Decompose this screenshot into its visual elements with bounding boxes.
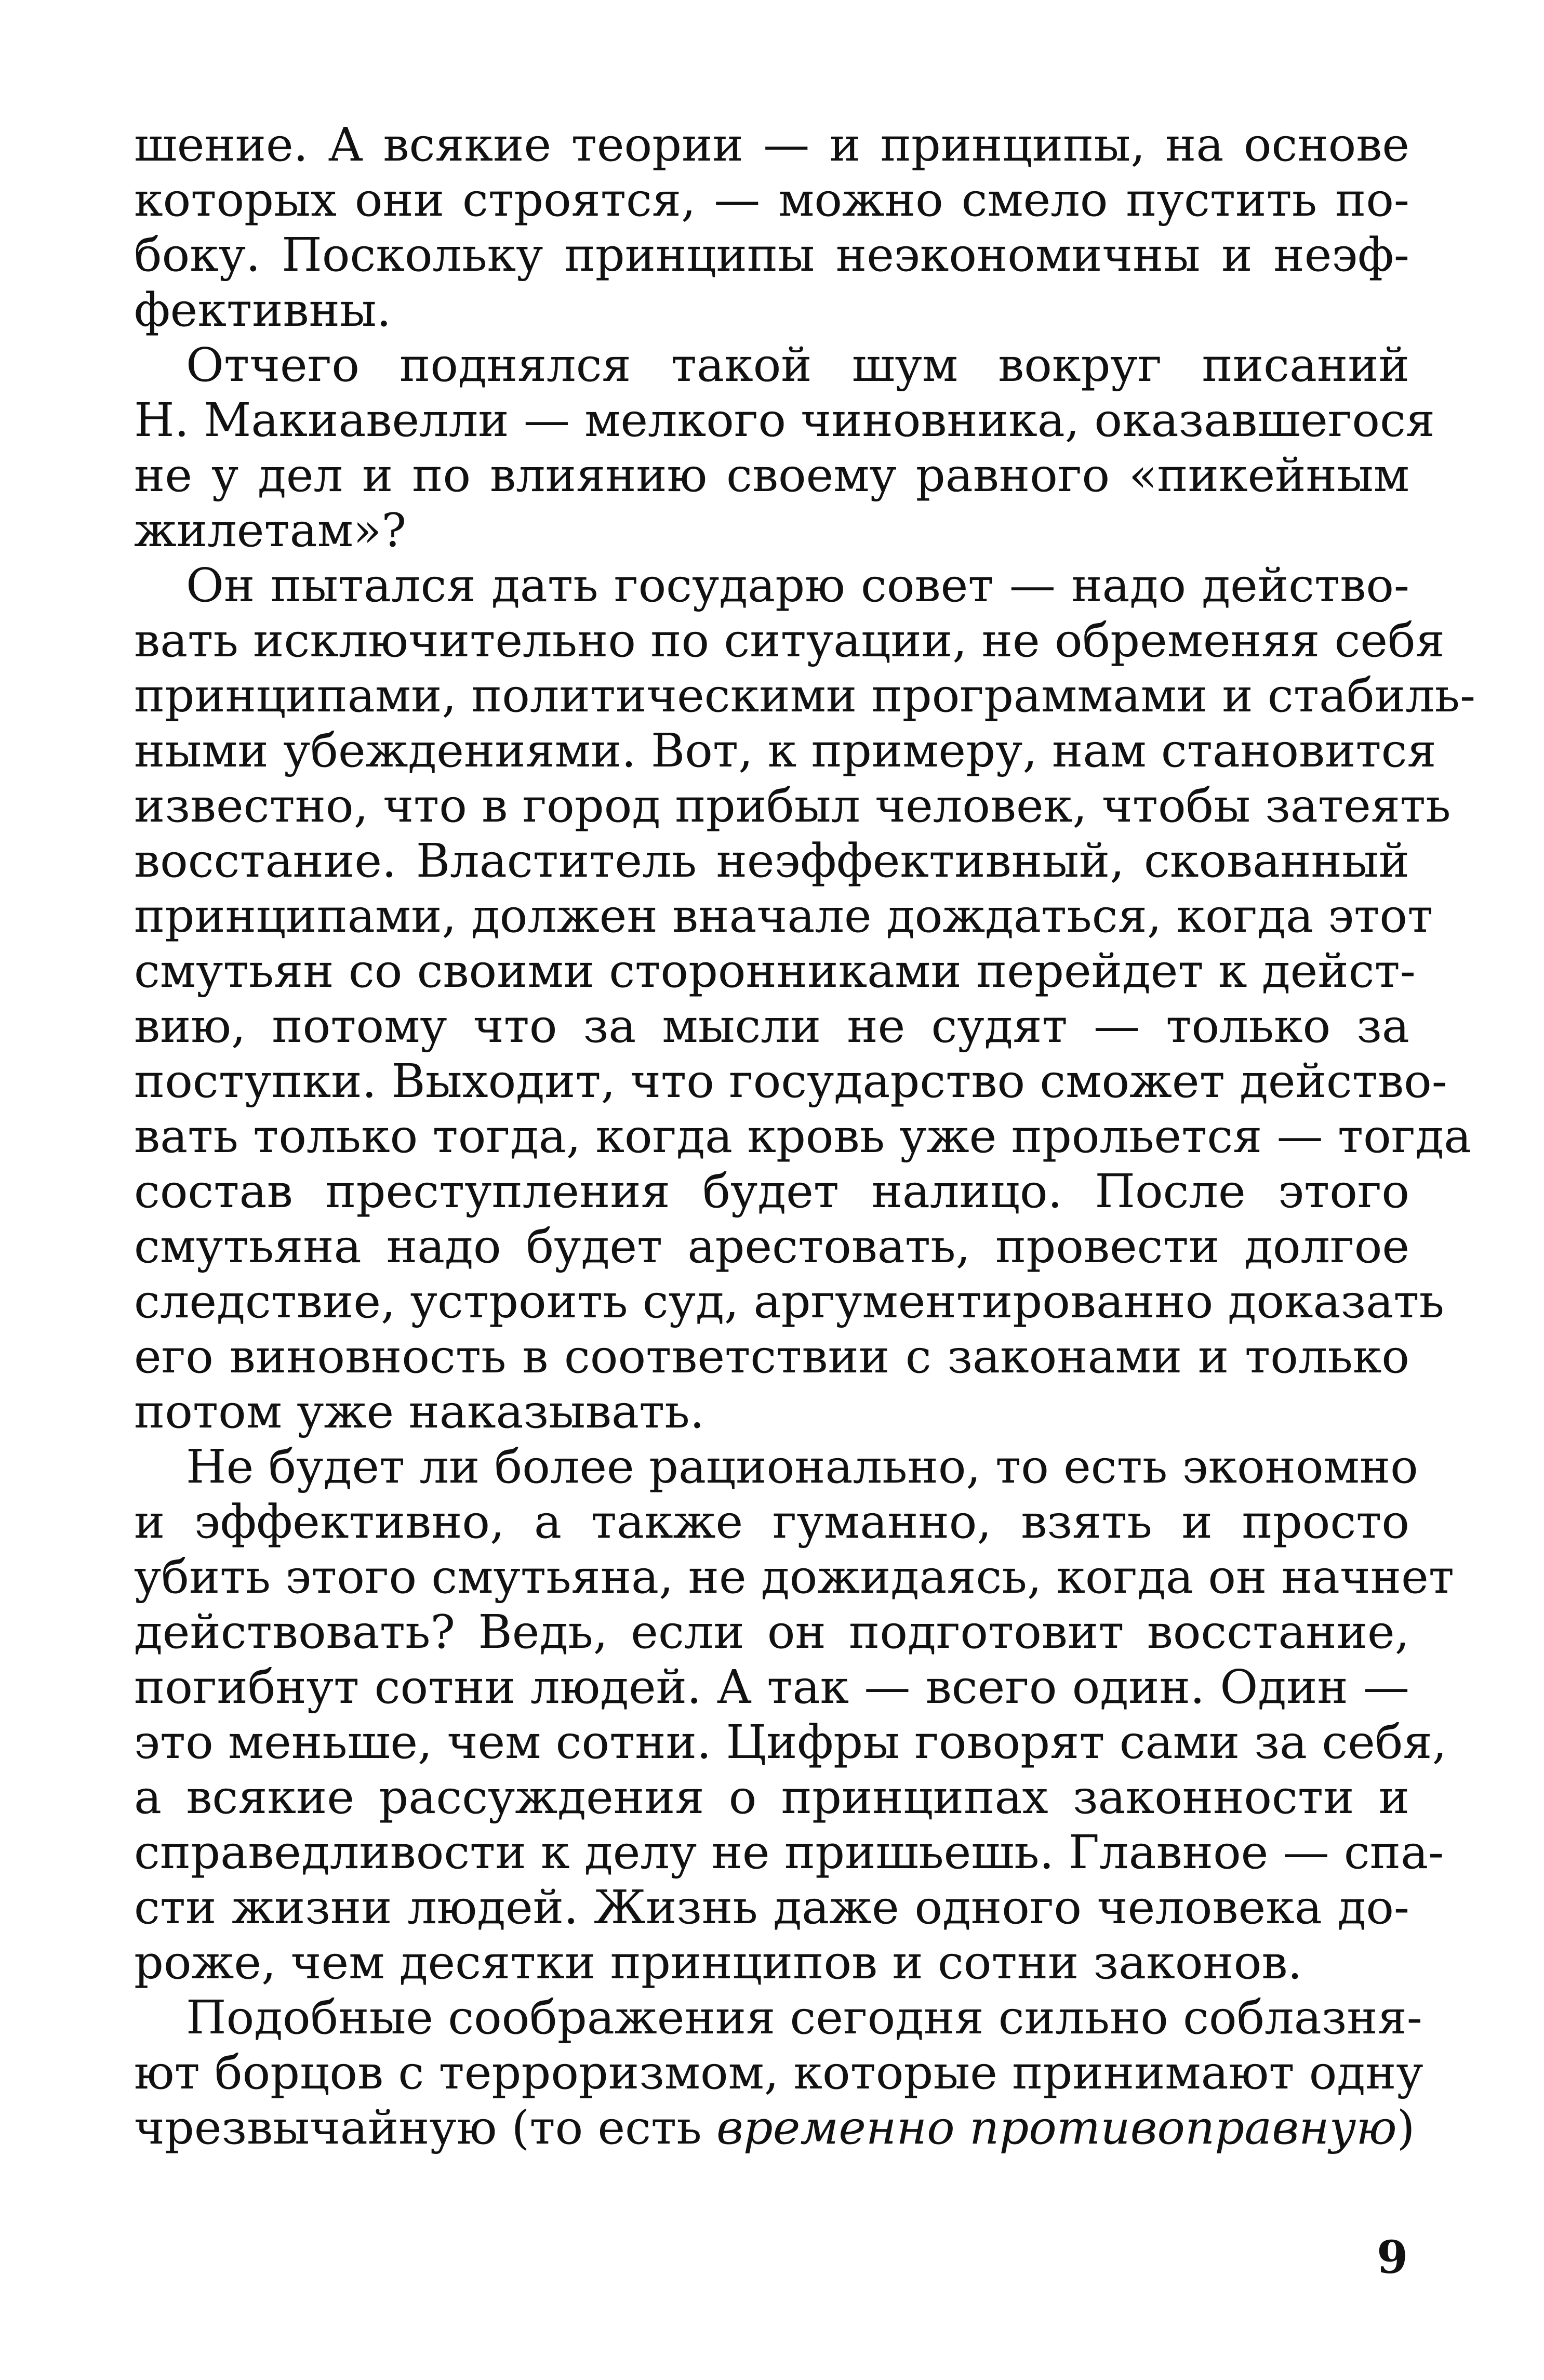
text-line: известно, что в город прибыл человек, чтобы затеять (134, 778, 1451, 832)
text-line: потом уже наказывать. (134, 1384, 705, 1438)
text-line: ными убеждениями. Вот, к примеру, нам становится (134, 723, 1436, 777)
text-line: и эффективно, а также гуманно, взять и просто (134, 1495, 1409, 1549)
text-line: смутьян со своими сторонниками перейдет к дейст- (134, 944, 1416, 998)
text-line: фективны. (134, 283, 392, 337)
text-line: смутьяна надо будет арестовать, провести долгое (134, 1219, 1409, 1273)
text-line: боку. Поскольку принципы неэкономичны и неэф- (134, 228, 1409, 282)
text-line: справедливости к делу не пришьешь. Главное — спа- (134, 1825, 1444, 1879)
text-line: Он пытался дать государю совет — надо действо- (186, 558, 1409, 612)
text-run: ) (1396, 2100, 1415, 2154)
text-line: поступки. Выходит, что государство сможет действо- (134, 1054, 1447, 1108)
text-line: а всякие рассуждения о принципах законности и (134, 1770, 1409, 1824)
text-line: погибнут сотни людей. А так — всего один. Один — (134, 1660, 1409, 1714)
text-line: Н. Макиавелли — мелкого чиновника, оказавшегося (134, 393, 1435, 447)
text-line: шение. А всякие теории — и принципы, на основе (134, 117, 1409, 171)
text-line: которых они строятся, — можно смело пустить по- (134, 173, 1409, 227)
text-line: это меньше, чем сотни. Цифры говорят сами за себя, (134, 1715, 1447, 1769)
text-line: не у дел и по влиянию своему равного «пикейным (134, 448, 1409, 502)
text-line: ют борцов с терроризмом, которые принимают одну (134, 2045, 1423, 2099)
text-line: вать только тогда, когда кровь уже прольется — тогда (134, 1109, 1472, 1163)
text-line: принципами, должен вначале дождаться, когда этот (134, 889, 1433, 943)
text-line: состав преступления будет налицо. После этого (134, 1164, 1409, 1218)
page-number: 9 (1377, 2231, 1408, 2284)
text-line: сти жизни людей. Жизнь даже одного человека до- (134, 1880, 1409, 1934)
italic-emphasis: временно противоправную (716, 2100, 1397, 2154)
text-line: убить этого смутьяна, не дожидаясь, когда он начнет (134, 1550, 1455, 1604)
text-line: восстание. Властитель неэффективный, скованный (134, 834, 1409, 888)
text-line: действовать? Ведь, если он подготовит восстание, (134, 1605, 1409, 1659)
body-text (134, 117, 1476, 2155)
text-line: вию, потому что за мысли не судят — только за (134, 999, 1409, 1053)
text-line: роже, чем десятки принципов и сотни законов. (134, 1935, 1302, 1989)
text-line: следствие, устроить суд, аргументированно доказать (134, 1274, 1444, 1328)
text-line: Подобные соображения сегодня сильно соблазня- (186, 1990, 1422, 2044)
text-line: его виновность в соответствии с законами и только (134, 1329, 1409, 1383)
text-line: Отчего поднялся такой шум вокруг писаний (186, 338, 1409, 392)
text-line: Не будет ли более рационально, то есть экономно (186, 1439, 1418, 1493)
text-line: принципами, политическими программами и стабиль- (134, 668, 1476, 722)
text-line: вать исключительно по ситуации, не обременяя себя (134, 613, 1445, 667)
text-line: жилетам»? (134, 503, 407, 557)
text-run: чрезвычайную (то есть (134, 2100, 716, 2154)
text-line (134, 2100, 1415, 2155)
